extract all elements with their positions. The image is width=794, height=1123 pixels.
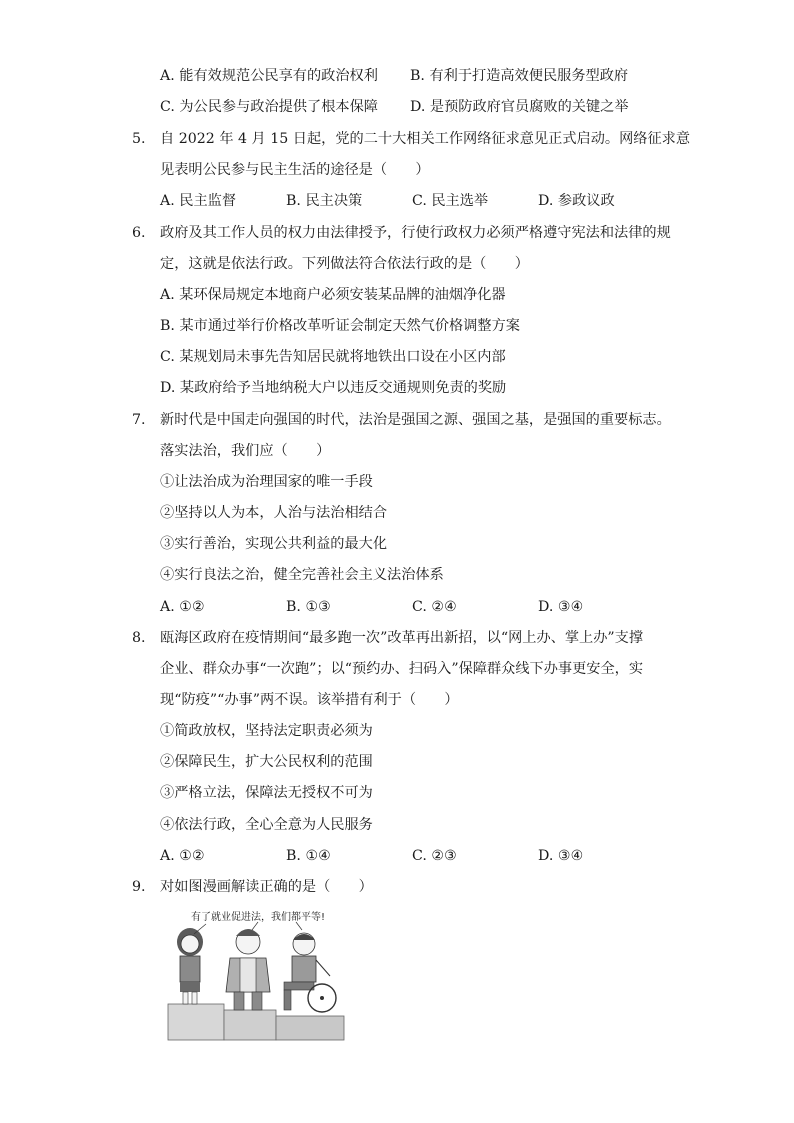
q4-option-c[interactable]: C. 为公民参与政治提供了根本保障	[160, 99, 378, 115]
q7-statement-1: ①让法治成为治理国家的唯一手段	[160, 474, 373, 490]
q5-option-b[interactable]: B. 民主决策	[286, 193, 363, 209]
q8-statement-2: ②保障民生，扩大公民权利的范围	[160, 754, 373, 770]
q4-option-d[interactable]: D. 是预防政府官员腐败的关键之举	[410, 99, 629, 115]
q7-option-b[interactable]: B. ①③	[286, 599, 331, 615]
q5-option-a[interactable]: A. 民主监督	[160, 193, 237, 209]
q7-option-c[interactable]: C. ②④	[412, 599, 457, 615]
q4-option-b[interactable]: B. 有利于打造高效便民服务型政府	[410, 68, 629, 84]
q9-cartoon-caption: 有了就业促进法，我们都平等!	[190, 912, 326, 923]
q8-stem-line3: 现“防疫”“办事”两不误。该举措有利于（ ）	[160, 692, 459, 708]
q7-stem-line2: 落实法治，我们应（ ）	[160, 443, 331, 459]
q6-option-b[interactable]: B. 某市通过举行价格改革听证会制定天然气价格调整方案	[160, 318, 520, 334]
q8-option-c[interactable]: C. ②③	[412, 848, 457, 864]
q7-statement-4: ④实行良法之治，健全完善社会主义法治体系	[160, 567, 444, 583]
q8-option-d[interactable]: D. ③④	[538, 848, 584, 864]
q7-number: 7.	[132, 412, 146, 428]
q8-stem-line1: 瓯海区政府在疫情期间“最多跑一次”改革再出新招，以“网上办、掌上办”支撑	[160, 630, 644, 646]
q8-statement-3: ③严格立法，保障法无授权不可为	[160, 785, 373, 801]
q5-number: 5.	[132, 131, 146, 147]
q6-option-c[interactable]: C. 某规划局未事先告知居民就将地铁出口设在小区内部	[160, 349, 506, 365]
q8-option-b[interactable]: B. ①④	[286, 848, 331, 864]
q7-option-a[interactable]: A. ①②	[160, 599, 205, 615]
q9-stem-line1: 对如图漫画解读正确的是（ ）	[160, 879, 373, 895]
q8-number: 8.	[132, 630, 146, 646]
q5-stem-line2: 见表明公民参与民主生活的途径是（ ）	[160, 162, 430, 178]
q5-option-d[interactable]: D. 参政议政	[538, 193, 615, 209]
q6-stem-line1: 政府及其工作人员的权力由法律授予，行使行政权力必须严格遵守宪法和法律的规	[160, 225, 671, 241]
q4-option-a[interactable]: A. 能有效规范公民享有的政治权利	[160, 68, 378, 84]
q8-option-a[interactable]: A. ①②	[160, 848, 205, 864]
q5-option-c[interactable]: C. 民主选举	[412, 193, 489, 209]
q6-number: 6.	[132, 225, 146, 241]
q9-cartoon-image	[166, 906, 346, 1042]
q6-option-a[interactable]: A. 某环保局规定本地商户必须安装某品牌的油烟净化器	[160, 287, 506, 303]
q8-statement-4: ④依法行政，全心全意为人民服务	[160, 817, 373, 833]
q7-statement-2: ②坚持以人为本，人治与法治相结合	[160, 505, 388, 521]
q7-option-d[interactable]: D. ③④	[538, 599, 584, 615]
q7-statement-3: ③实行善治，实现公共利益的最大化	[160, 536, 388, 552]
q5-stem-line1: 自 2022 年 4 月 15 日起，党的二十大相关工作网络征求意见正式启动。网络征求意	[160, 131, 691, 147]
q6-stem-line2: 定，这就是依法行政。下列做法符合依法行政的是（ ）	[160, 256, 529, 272]
q6-option-d[interactable]: D. 某政府给予当地纳税大户以违反交通规则免责的奖励	[160, 380, 507, 396]
q7-stem-line1: 新时代是中国走向强国的时代，法治是强国之源、强国之基，是强国的重要标志。	[160, 412, 671, 428]
q8-statement-1: ①简政放权，坚持法定职责必须为	[160, 723, 373, 739]
q8-stem-line2: 企业、群众办事“一次跑”；以“预约办、扫码入”保障群众线下办事更安全，实	[160, 661, 644, 677]
q9-number: 9.	[132, 879, 146, 895]
